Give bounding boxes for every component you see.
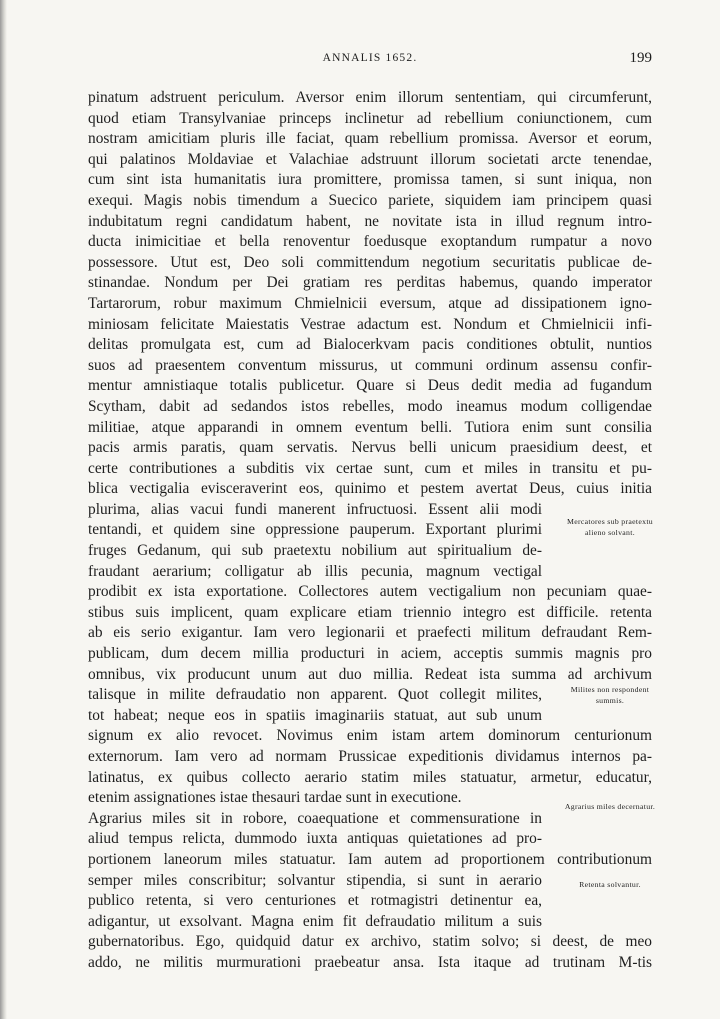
text-line: stinandae. Nondum per Dei gratiam res perditas habemus, quando imperator (88, 274, 652, 292)
text-line: addo, ne militis murmurationi praebeatur ansa. Ista itaque ad trutinam M-tis (88, 953, 652, 971)
text-line: signum ex alio revocet. Novimus enim istam artem dominorum centurionum (88, 727, 652, 745)
text-line: militiae, atque apparandi in omnem eventum belli. Tutiora enim sunt consilia (88, 418, 652, 436)
text-line: semper miles conscribitur; solvantur stipendia, si sunt in aerario (88, 871, 542, 889)
text-line: suos ad praesentem conventum missurus, ut communi ordinum assensu confir- (88, 356, 652, 374)
text-line: stibus suis implicent, quam explicare etiam triennio integro est difficile. retenta (88, 603, 652, 621)
text-line: ab eis serio exigantur. Iam vero legionarii et praefecti militum defraudant Rem- (88, 624, 652, 642)
text-line: qui palatinos Moldaviae et Valachiae adstruunt illorum societati arcte tenendae, (88, 150, 652, 168)
text-line: talisque in milite defraudatio non apparent. Quot collegit milites, (88, 686, 542, 704)
text-line: externorum. Iam vero ad normam Prussicae expeditionis dividamus internos pa- (88, 748, 652, 765)
text-line: Tartarorum, robur maximum Chmielnicii eversum, atque ad dissipationem igno- (88, 294, 652, 312)
page-number: 199 (629, 50, 652, 66)
margin-note-agrarius: Agrarius miles decernatur. (564, 802, 656, 811)
text-line: Agrarius miles sit in robore, coaequatione et commensuratione in (88, 809, 542, 827)
running-title: ANNALIS 1652. (322, 52, 418, 64)
text-line: omnibus, vix producunt unum aut duo millia. Redeat ista summa ad archivum (88, 665, 652, 683)
text-line: publicam, dum decem millia producturi in aciem, acceptis summis magnis pro (88, 645, 652, 663)
text-line: pinatum adstruent periculum. Aversor enim illorum sententiam, qui circumferunt, (88, 89, 652, 106)
text-line: certe contributiones a subditis vix certae sunt, cum et miles in transitu et pu- (88, 459, 652, 477)
text-line: latinatus, ex quibus collecto aerario statim miles statuatur, armetur, educatur, (88, 768, 652, 786)
text-line: portionem laneorum miles statuatur. Iam autem ad proportionem contributionum (88, 850, 652, 868)
text-line: plurima, alias vacui fundi manerent infructuosi. Essent alii modi (88, 500, 542, 518)
text-line: exequi. Magis nobis timendum a Suecico pariete, siquidem iam principem quasi (88, 191, 652, 209)
book-binding-edge (0, 0, 7, 1019)
text-line: aliud tempus relicta, dummodo iuxta antiquas quietationes ad pro- (88, 830, 542, 848)
text-line: mentur amnistiaque totalis publicetur. Quare si Deus dedit media ad fugandum (88, 377, 652, 395)
text-line: indubitatum regni candidatum habent, ne novitate ista in illud regnum intro- (88, 212, 652, 230)
text-line: delitas promulgata est, cum ad Bialocerkvam pacis conditiones obtulit, nuntios (88, 336, 652, 354)
margin-note-mercatores: Mercatores sub praetextu alieno solvant. (566, 517, 653, 537)
text-line: fruges Gedanum, qui sub praetextu nobilium aut spiritualium de- (88, 542, 542, 560)
text-line: etenim assignationes istae thesauri tardae sunt in executione. (88, 789, 462, 807)
text-line: blica vectigalia evisceraverint eos, quinimo et pestem avertat Deus, cuius initia (88, 480, 652, 498)
text-line: adigantur, ut exsolvant. Magna enim fit defraudatio militum a suis (88, 912, 542, 930)
text-line: fraudant aerarium; colligatur ab illis pecunia, magnum vectigal (88, 562, 542, 580)
text-line: Scytham, dabit ad sedandos istos rebelles, modo ineamus modum colligendae (88, 397, 652, 415)
page-header (88, 52, 652, 72)
text-line: quod etiam Transylvaniae princeps inclinetur ad rebellium coniunctionem, cum (88, 109, 652, 127)
text-line: cum sint ista humanitatis iura promittere, promissa tamen, si sunt iniqua, non (88, 171, 652, 189)
text-line: pacis armis paratis, quam servatis. Nervus belli unicum praesidium deest, et (88, 439, 652, 457)
margin-note-retenta: Retenta solvantur. (579, 880, 641, 889)
text-line: tot habeat; neque eos in spatiis imaginariis statuat, aut sub unum (88, 706, 542, 724)
text-line: tentandi, et quidem sine oppressione pauperum. Exportant plurimi (88, 521, 542, 539)
text-line: possessore. Utut est, Deo soli committendum negotium securitatis publicae de- (88, 253, 652, 271)
text-line: prodibit ex ista exportatione. Collectores autem vectigalium non pecuniam quae- (88, 583, 652, 601)
text-line: nostram amicitiam pluris ille faciat, quam rebellium promissa. Aversor et eorum, (88, 130, 652, 148)
margin-note-milites: Milites non respondent summis. (570, 685, 650, 705)
text-line: ducta inimicitiae et bella renoventur foedusque exoptandum rumpatur a novo (88, 233, 652, 251)
text-line: publico retenta, si vero centuriones et rotmagistri detinentur ea, (88, 892, 542, 910)
text-line: miniosam felicitate Maiestatis Vestrae adactum est. Nondum et Chmielnicii infi- (88, 315, 652, 333)
text-line: gubernatoribus. Ego, quidquid datur ex archivo, statim solvo; si deest, de meo (88, 933, 652, 951)
